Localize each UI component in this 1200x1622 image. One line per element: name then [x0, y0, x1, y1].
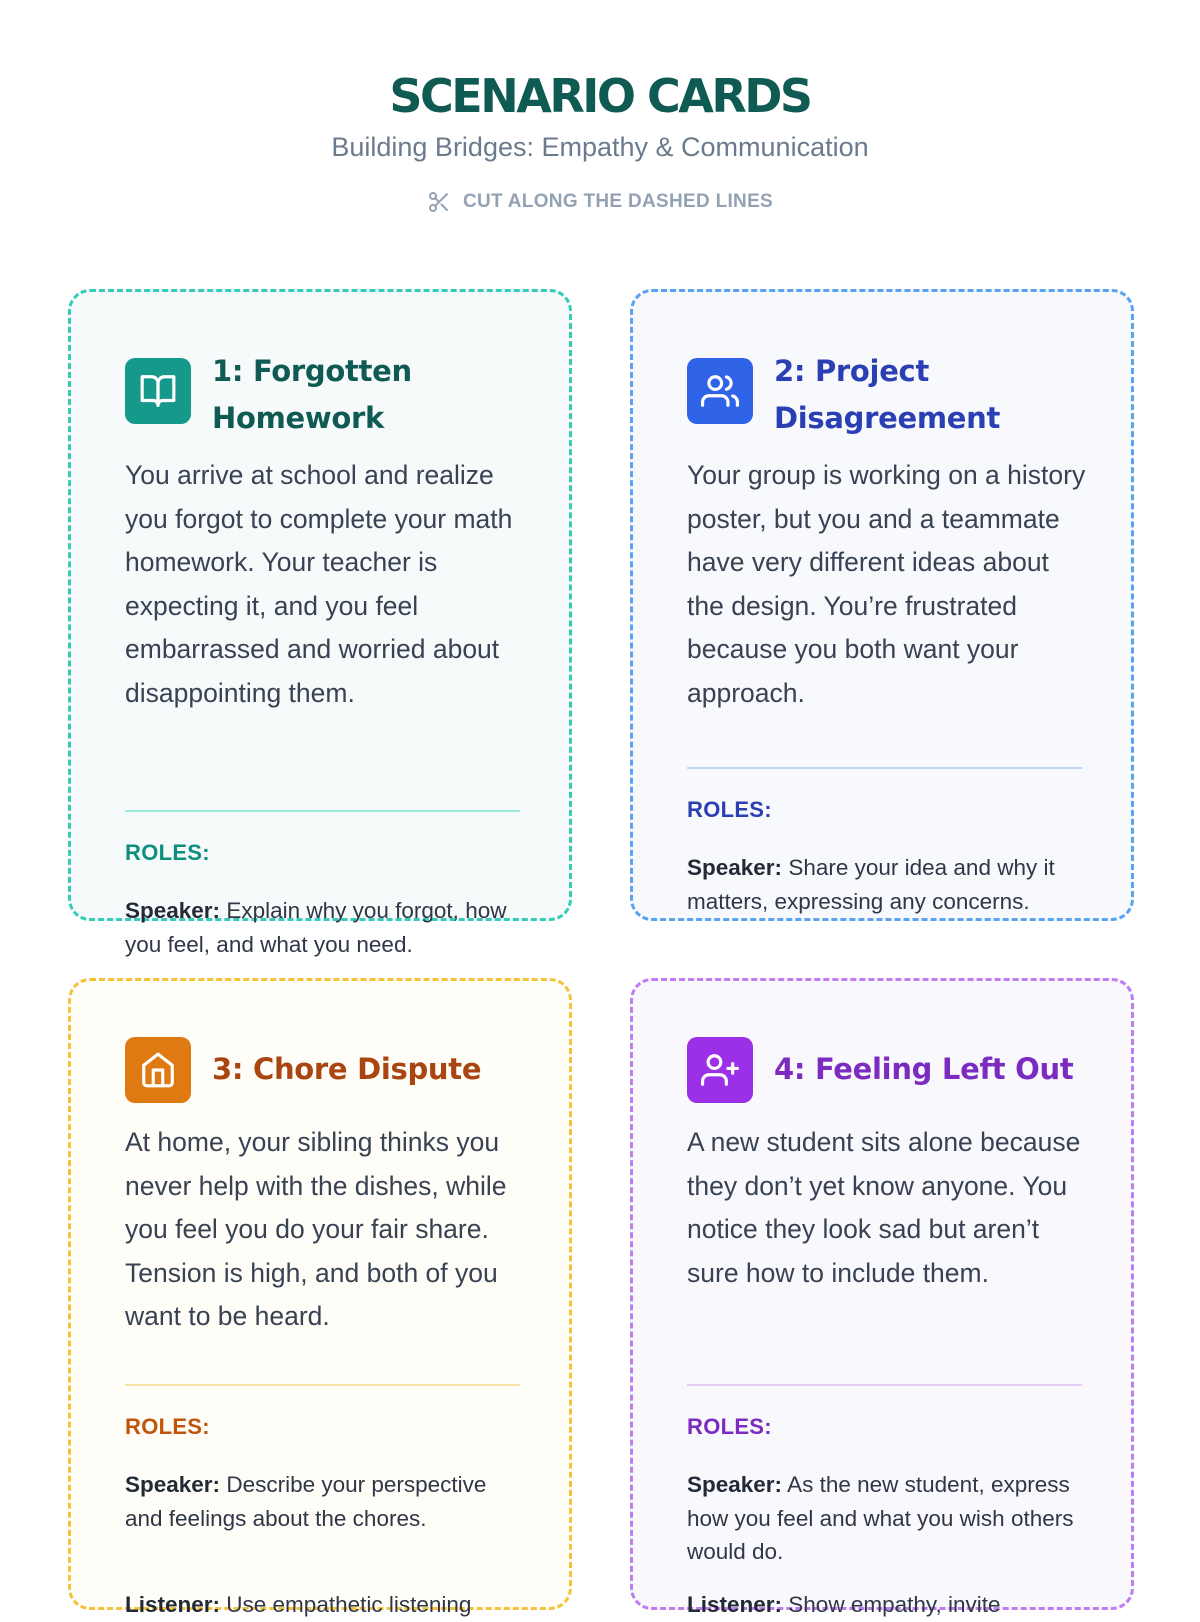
card-title: 1: Forgotten Homework [212, 354, 412, 435]
card-divider [687, 1384, 1082, 1386]
card-title: 2: Project Disagreement [774, 354, 1001, 435]
speaker-role [125, 1468, 525, 1535]
roles-label: ROLES: [687, 1414, 772, 1439]
card-description: A new student sits alone because they don’t yet know anyone. You notice they look sad but aren’t sure how to include them. [687, 1127, 1081, 1288]
book-open-icon [125, 358, 191, 424]
card-divider [125, 1384, 520, 1386]
scenario-card-2 [630, 289, 1134, 921]
page-subtitle: Building Bridges: Empathy & Communication [331, 132, 869, 162]
page-title: SCENARIO CARDS [389, 69, 811, 123]
roles-label: ROLES: [125, 840, 210, 865]
speaker-text: Share your idea and why it matters, expressing any concerns. [687, 855, 1055, 914]
listener-text: Use empathetic listening [220, 1592, 472, 1617]
speaker-role [687, 851, 1087, 918]
speaker-label: Speaker: [125, 898, 221, 923]
home-icon [125, 1037, 191, 1103]
cut-instruction-text: CUT ALONG THE DASHED LINES [462, 191, 774, 212]
speaker-text: Describe your perspective and feelings about the chores. [125, 1472, 487, 1531]
cut-instruction [427, 190, 773, 214]
scissors-icon [427, 190, 451, 214]
speaker-text: Explain why you forgot, how you feel, and what you need. [125, 898, 507, 957]
scenario-card-1 [68, 289, 572, 957]
scenario-card-4 [630, 978, 1134, 1617]
speaker-text: As the new student, express how you feel and what you wish others would do. [687, 1472, 1074, 1564]
roles-label: ROLES: [687, 797, 772, 822]
card-description: At home, your sibling thinks you never help with the dishes, while you feel you do your fair share. Tension is high, and both of you want to be heard. [125, 1127, 507, 1331]
listener-label: Listener: [687, 1592, 783, 1617]
card-title: 4: Feeling Left Out [774, 1052, 1074, 1086]
listener-text: Show empathy, invite [782, 1592, 1001, 1617]
speaker-role [687, 1468, 1087, 1569]
scenario-card-3 [68, 978, 572, 1617]
speaker-label: Speaker: [125, 1472, 221, 1497]
speaker-label: Speaker: [687, 1472, 783, 1497]
listener-label: Listener: [125, 1592, 221, 1617]
listener-role [687, 1588, 1087, 1622]
speaker-label: Speaker: [687, 855, 783, 880]
listener-role [125, 1588, 525, 1622]
card-divider [125, 810, 520, 812]
roles-label: ROLES: [125, 1414, 210, 1439]
user-plus-icon [687, 1037, 753, 1103]
card-description: You arrive at school and realize you forgot to complete your math homework. Your teacher is expecting it, and you feel embarrassed and worried about disappointing them. [125, 460, 513, 708]
speaker-role [125, 894, 525, 961]
header [0, 68, 1200, 219]
card-title: 3: Chore Dispute [212, 1052, 482, 1086]
card-description: Your group is working on a history poster, but you and a teammate have very different ideas about the design. You’re frustrated because you both want your approach. [687, 460, 1086, 708]
card-divider [687, 767, 1082, 769]
users-icon [687, 358, 753, 424]
